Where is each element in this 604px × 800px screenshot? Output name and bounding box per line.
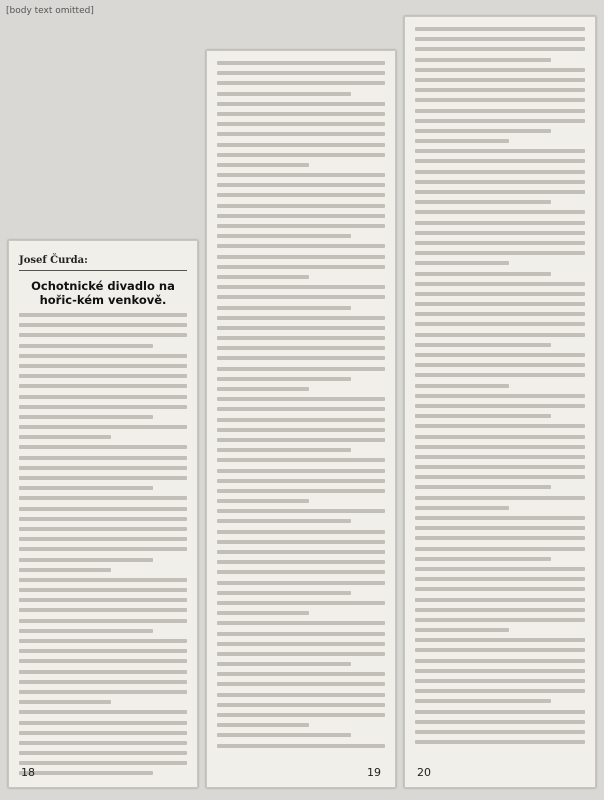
text-line [415, 516, 585, 520]
text-line [415, 740, 585, 744]
text-line [217, 458, 385, 462]
text-line [217, 469, 385, 473]
text-line [415, 628, 509, 632]
text-line [415, 241, 585, 245]
text-line [415, 659, 585, 663]
text-line [415, 272, 551, 276]
text-line [217, 377, 351, 381]
text-line [415, 159, 585, 163]
text-line [217, 387, 309, 391]
text-line [19, 374, 187, 378]
text-line [217, 489, 385, 493]
text-line [217, 550, 385, 554]
text-line [415, 353, 585, 357]
text-line [19, 751, 187, 755]
text-line [415, 414, 551, 418]
text-line [19, 384, 187, 388]
text-line [415, 221, 585, 225]
text-line [19, 608, 187, 612]
text-line [217, 560, 385, 564]
text-line [217, 509, 385, 513]
text-line [19, 486, 153, 490]
text-line [217, 224, 385, 228]
text-line [217, 316, 385, 320]
body-text-placeholder [217, 61, 385, 748]
text-line [415, 37, 585, 41]
text-line [415, 129, 551, 133]
text-line [415, 190, 585, 194]
text-line [415, 638, 585, 642]
text-line [217, 448, 351, 452]
text-line [217, 234, 351, 238]
text-line [415, 312, 585, 316]
text-line [19, 568, 111, 572]
text-line [217, 306, 351, 310]
text-line [217, 92, 351, 96]
omitted-text-note: [body text omitted] [6, 6, 94, 16]
text-line [217, 601, 385, 605]
text-line [217, 693, 385, 697]
text-line [217, 418, 385, 422]
text-line [415, 557, 551, 561]
text-line [415, 669, 585, 673]
text-line [19, 771, 153, 775]
text-line [415, 577, 585, 581]
text-line [415, 170, 585, 174]
text-line [19, 619, 187, 623]
text-line [217, 479, 385, 483]
text-line [415, 363, 585, 367]
text-line [217, 122, 385, 126]
body-text-placeholder [415, 27, 585, 744]
text-line [19, 537, 187, 541]
text-line [19, 405, 187, 409]
text-line [19, 333, 187, 337]
text-line [217, 71, 385, 75]
text-line [415, 322, 585, 326]
text-line [217, 652, 385, 656]
text-line [415, 149, 585, 153]
text-line [415, 587, 585, 591]
text-line [415, 292, 585, 296]
clipping-middle [206, 50, 396, 788]
text-line [217, 61, 385, 65]
text-line [415, 496, 585, 500]
text-line [415, 435, 585, 439]
text-line [415, 730, 585, 734]
text-line [217, 102, 385, 106]
text-line [415, 47, 585, 51]
page-number: 20 [417, 766, 431, 779]
text-line [19, 507, 187, 511]
text-line [217, 581, 385, 585]
text-line [217, 285, 385, 289]
text-line [415, 547, 585, 551]
text-line [415, 394, 585, 398]
text-line [19, 496, 187, 500]
text-line [19, 415, 153, 419]
text-line [19, 731, 187, 735]
text-line [415, 536, 585, 540]
text-line [217, 295, 385, 299]
text-line [217, 540, 385, 544]
text-line [217, 744, 385, 748]
text-line [19, 466, 187, 470]
text-line [415, 455, 585, 459]
text-line [19, 741, 187, 745]
text-line [19, 435, 111, 439]
text-line [415, 526, 585, 530]
text-line [217, 530, 385, 534]
text-line [217, 244, 385, 248]
text-line [217, 733, 351, 737]
text-line [19, 598, 187, 602]
text-line [19, 395, 187, 399]
text-line [217, 336, 385, 340]
text-line [217, 81, 385, 85]
text-line [217, 570, 385, 574]
text-line [415, 282, 585, 286]
text-line [415, 404, 585, 408]
text-line [217, 193, 385, 197]
text-line [415, 475, 585, 479]
body-text-placeholder [19, 313, 187, 775]
text-line [19, 547, 187, 551]
text-line [415, 567, 585, 571]
text-line [217, 275, 309, 279]
text-line [415, 343, 551, 347]
text-line [217, 591, 351, 595]
text-line [415, 180, 585, 184]
text-line [415, 98, 585, 102]
text-line [217, 397, 385, 401]
text-line [415, 200, 551, 204]
article-title: Ochotnické divadlo na hořic-kém venkově. [31, 279, 175, 307]
text-line [415, 689, 585, 693]
text-line [19, 425, 187, 429]
text-line [217, 682, 385, 686]
text-line [217, 723, 309, 727]
text-line [217, 407, 385, 411]
text-line [19, 354, 187, 358]
text-line [217, 143, 385, 147]
text-line [415, 445, 585, 449]
text-line [217, 662, 351, 666]
text-line [415, 58, 551, 62]
text-line [217, 713, 385, 717]
text-line [217, 367, 385, 371]
text-line [19, 639, 187, 643]
text-line [415, 485, 551, 489]
text-line [415, 109, 585, 113]
text-line [217, 438, 385, 442]
text-line [19, 344, 153, 348]
text-line [415, 679, 585, 683]
text-line [217, 265, 385, 269]
text-line [217, 428, 385, 432]
text-line [217, 672, 385, 676]
text-line [19, 588, 187, 592]
text-line [415, 119, 585, 123]
text-line [217, 326, 385, 330]
text-line [217, 183, 385, 187]
text-line [415, 88, 585, 92]
text-line [217, 621, 385, 625]
text-line [217, 163, 309, 167]
text-line [19, 476, 187, 480]
text-line [217, 356, 385, 360]
text-line [415, 465, 585, 469]
text-line [415, 424, 585, 428]
text-line [217, 632, 385, 636]
clipping-right [404, 16, 596, 788]
text-line [19, 445, 187, 449]
text-line [19, 578, 187, 582]
text-line [19, 527, 187, 531]
heading-rule [19, 270, 187, 271]
text-line [415, 384, 509, 388]
text-line [19, 659, 187, 663]
text-line [415, 648, 585, 652]
text-line [19, 558, 153, 562]
text-line [217, 499, 309, 503]
text-line [415, 598, 585, 602]
text-line [217, 214, 385, 218]
text-line [415, 27, 585, 31]
text-line [19, 364, 187, 368]
text-line [217, 255, 385, 259]
text-line [217, 346, 385, 350]
text-line [217, 204, 385, 208]
text-line [217, 173, 385, 177]
text-line [19, 649, 187, 653]
text-line [415, 78, 585, 82]
text-line [19, 517, 187, 521]
text-line [415, 720, 585, 724]
text-line [19, 323, 187, 327]
text-line [19, 670, 187, 674]
text-line [19, 710, 187, 714]
text-line [415, 506, 509, 510]
text-line [19, 629, 153, 633]
text-line [415, 333, 585, 337]
text-line [217, 642, 385, 646]
text-line [19, 313, 187, 317]
text-line [19, 761, 187, 765]
page-number: 19 [367, 766, 381, 779]
text-line [415, 710, 585, 714]
page-number: 18 [21, 766, 35, 779]
clipping-left [8, 240, 198, 788]
text-line [415, 699, 551, 703]
text-line [415, 68, 585, 72]
text-line [217, 703, 385, 707]
text-line [415, 618, 585, 622]
text-line [217, 519, 351, 523]
text-line [415, 608, 585, 612]
text-line [415, 251, 585, 255]
text-line [415, 210, 585, 214]
text-line [217, 132, 385, 136]
text-line [217, 153, 385, 157]
text-line [19, 680, 187, 684]
text-line [217, 611, 309, 615]
text-line [19, 700, 111, 704]
text-line [415, 261, 509, 265]
text-line [415, 139, 509, 143]
text-line [19, 690, 187, 694]
text-line [415, 231, 585, 235]
text-line [217, 112, 385, 116]
author-name: Josef Čurda: [19, 255, 88, 266]
text-line [415, 302, 585, 306]
text-line [19, 456, 187, 460]
text-line [19, 721, 187, 725]
text-line [415, 373, 585, 377]
